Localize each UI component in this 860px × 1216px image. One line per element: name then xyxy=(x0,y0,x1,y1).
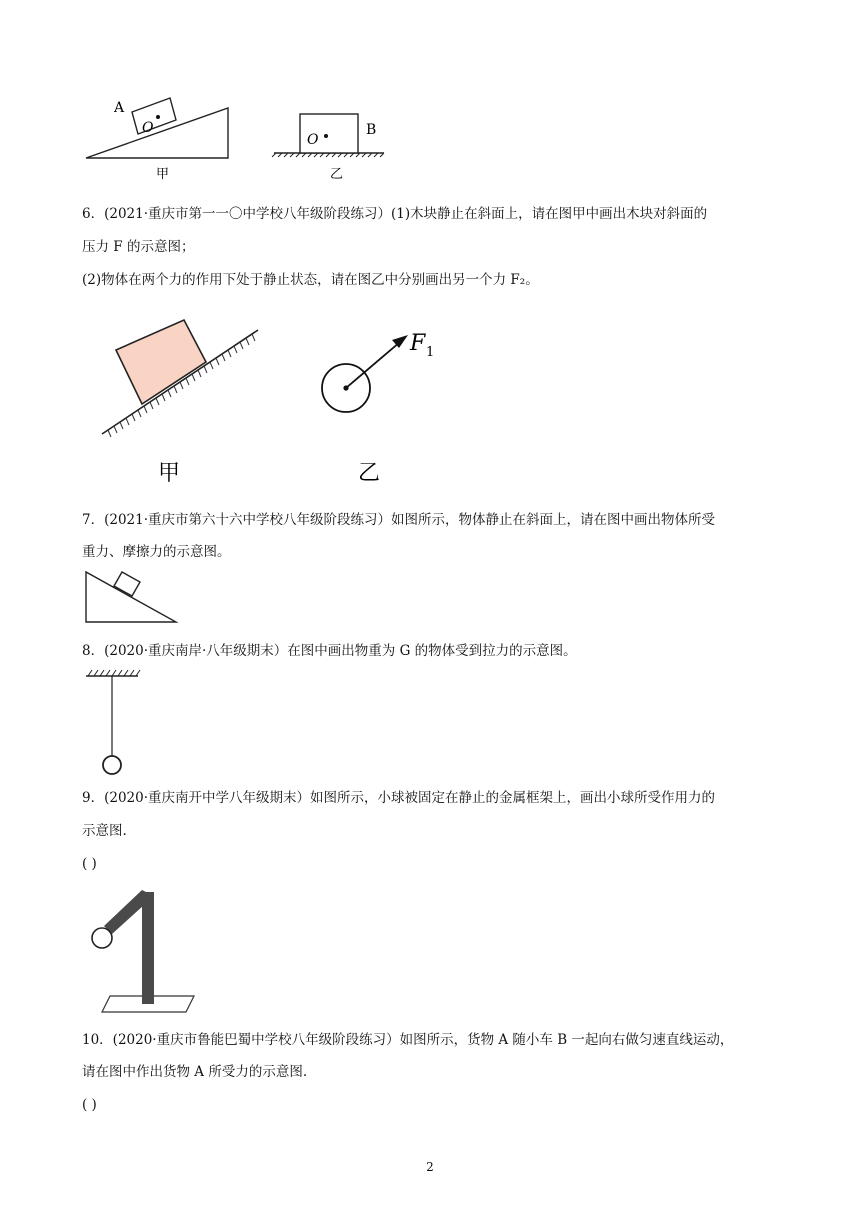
q9-line-2: 示意图. xyxy=(82,823,127,839)
caption-yi-top: 乙 xyxy=(330,167,344,182)
ball-q8 xyxy=(103,756,121,774)
page-number: 2 xyxy=(426,1160,434,1174)
center-dot-yi xyxy=(324,134,328,138)
caption-jia-top: 甲 xyxy=(156,167,170,182)
wood-block-q6 xyxy=(116,320,206,404)
q9-line-1: 9．(2020·重庆南开中学八年级期末）如图所示，小球被固定在静止的金属框架上，画出小球所受作用力的 xyxy=(82,790,716,806)
force-f1-subscript: 1 xyxy=(426,345,435,360)
figure-q5 xyxy=(80,92,400,184)
figure-q8 xyxy=(84,664,144,780)
label-b: B xyxy=(366,122,377,138)
ball-q9 xyxy=(92,928,112,948)
caption-jia-q6: 甲 xyxy=(158,461,181,486)
q10-answer-blank[interactable]: ( ) xyxy=(82,1097,97,1113)
q6-line-1: 6．(2021·重庆市第一一〇中学校八年级阶段练习）(1)木块静止在斜面上，请在图甲中画出木块对斜面的 xyxy=(82,206,708,222)
caption-yi-q6: 乙 xyxy=(358,461,381,486)
q9-answer-blank[interactable]: ( ) xyxy=(82,856,97,872)
q6-line-3: (2)物体在两个力的作用下处于静止状态，请在图乙中分别画出另一个力 F₂。 xyxy=(82,272,539,288)
q7-line-2: 重力、摩擦力的示意图。 xyxy=(82,544,231,560)
figure-q7 xyxy=(84,566,184,628)
label-a: A xyxy=(114,100,125,116)
ceiling-hatch-q8 xyxy=(88,670,140,676)
q7-line-1: 7．(2021·重庆市第六十六中学校八年级阶段练习）如图所示，物体静止在斜面上，请在图中画出物体所受 xyxy=(82,512,716,528)
label-o-yi: O xyxy=(307,132,319,148)
figure-q9 xyxy=(84,882,204,1016)
frame-post-q9 xyxy=(142,892,154,1004)
q10-line-1: 10．(2020·重庆市鲁能巴蜀中学校八年级阶段练习）如图所示，货物 A 随小车 B 一起向右做匀速直线运动， xyxy=(82,1032,734,1048)
q8-line-1: 8．(2020·重庆南岸·八年级期末）在图中画出物重为 G 的物体受到拉力的示意图。 xyxy=(82,643,577,659)
q6-line-2: 压力 F 的示意图； xyxy=(82,239,195,255)
label-o-jia: O xyxy=(142,120,154,136)
force-f1-label: F xyxy=(410,331,426,356)
figure-q6 xyxy=(96,316,456,488)
q10-line-2: 请在图中作出货物 A 所受力的示意图. xyxy=(82,1064,308,1080)
center-dot-jia xyxy=(156,115,160,119)
